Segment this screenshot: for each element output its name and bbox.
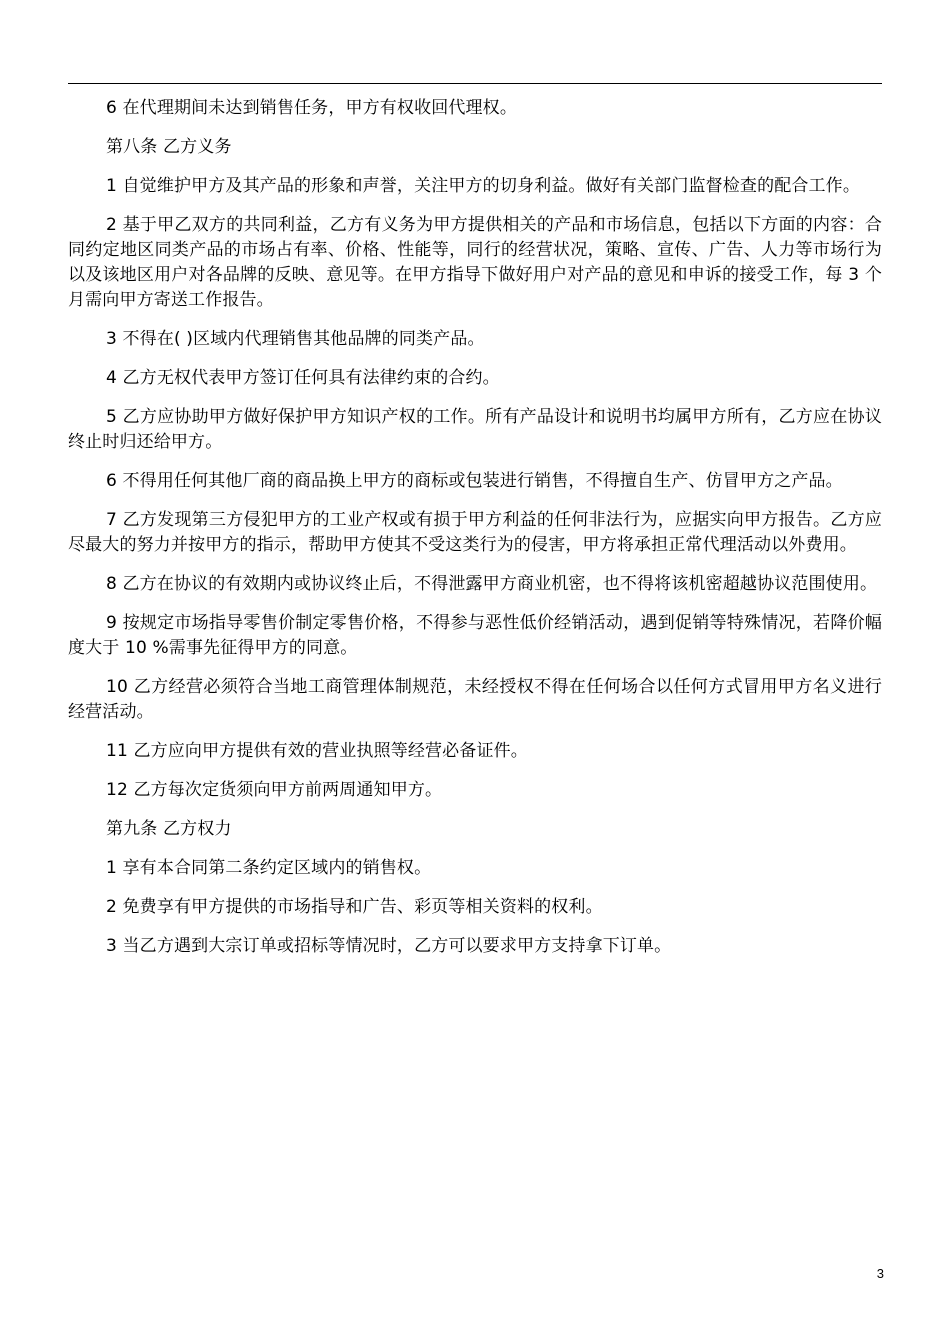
article-8-item-6: 6 不得用任何其他厂商的商品换上甲方的商标或包装进行销售，不得擅自生产、仿冒甲方之产品。 — [106, 471, 843, 491]
document-body — [68, 96, 882, 973]
article-8-item-1: 1 自觉维护甲方及其产品的形象和声誉，关注甲方的切身利益。做好有关部门监督检查的配合工作。 — [106, 176, 860, 196]
article-8-item-7: 7 乙方发现第三方侵犯甲方的工业产权或有损于甲方利益的任何非法行为，应据实向甲方报告。乙方应尽最大的努力并按甲方的指示，帮助甲方使其不受这类行为的侵害，甲方将承担正常代理活动以外费用。 — [68, 510, 882, 555]
article-8-item-4: 4 乙方无权代表甲方签订任何具有法律约束的合约。 — [106, 368, 500, 388]
article-8-heading: 第八条 乙方义务 — [106, 137, 232, 157]
header-rule — [68, 83, 882, 84]
article-8-item-8: 8 乙方在协议的有效期内或协议终止后，不得泄露甲方商业机密，也不得将该机密超越协议范围使用。 — [106, 574, 878, 594]
article-8-item-9: 9 按规定市场指导零售价制定零售价格，不得参与恶性低价经销活动，遇到促销等特殊情况，若降价幅度大于 10 %需事先征得甲方的同意。 — [68, 613, 882, 658]
article-8-item-2: 2 基于甲乙双方的共同利益，乙方有义务为甲方提供相关的产品和市场信息，包括以下方面的内容：合同约定地区同类产品的市场占有率、价格、性能等，同行的经营状况，策略、宣传、广告、人力等市场行为以及该地区用户对各品牌的反映、意见等。在甲方指导下做好用户对产品的意见和申诉的接受工作，每 3 个月需向甲方寄送工作报告。 — [68, 215, 882, 310]
clause-7-item-6: 6 在代理期间未达到销售任务，甲方有权收回代理权。 — [106, 98, 517, 118]
article-9-item-2: 2 免费享有甲方提供的市场指导和广告、彩页等相关资料的权利。 — [106, 897, 603, 917]
article-9-item-3: 3 当乙方遇到大宗订单或招标等情况时，乙方可以要求甲方支持拿下订单。 — [106, 936, 672, 956]
article-8-item-5: 5 乙方应协助甲方做好保护甲方知识产权的工作。所有产品设计和说明书均属甲方所有，乙方应在协议终止时归还给甲方。 — [68, 407, 882, 452]
article-8-item-11: 11 乙方应向甲方提供有效的营业执照等经营必备证件。 — [106, 741, 528, 761]
article-9-heading: 第九条 乙方权力 — [106, 819, 232, 839]
article-8-item-10: 10 乙方经营必须符合当地工商管理体制规范，未经授权不得在任何场合以任何方式冒用甲方名义进行经营活动。 — [68, 677, 882, 722]
article-8-item-3: 3 不得在( )区域内代理销售其他品牌的同类产品。 — [106, 329, 485, 349]
article-8-item-12: 12 乙方每次定货须向甲方前两周通知甲方。 — [106, 780, 443, 800]
page-number: 3 — [876, 1266, 884, 1281]
article-9-item-1: 1 享有本合同第二条约定区域内的销售权。 — [106, 858, 432, 878]
